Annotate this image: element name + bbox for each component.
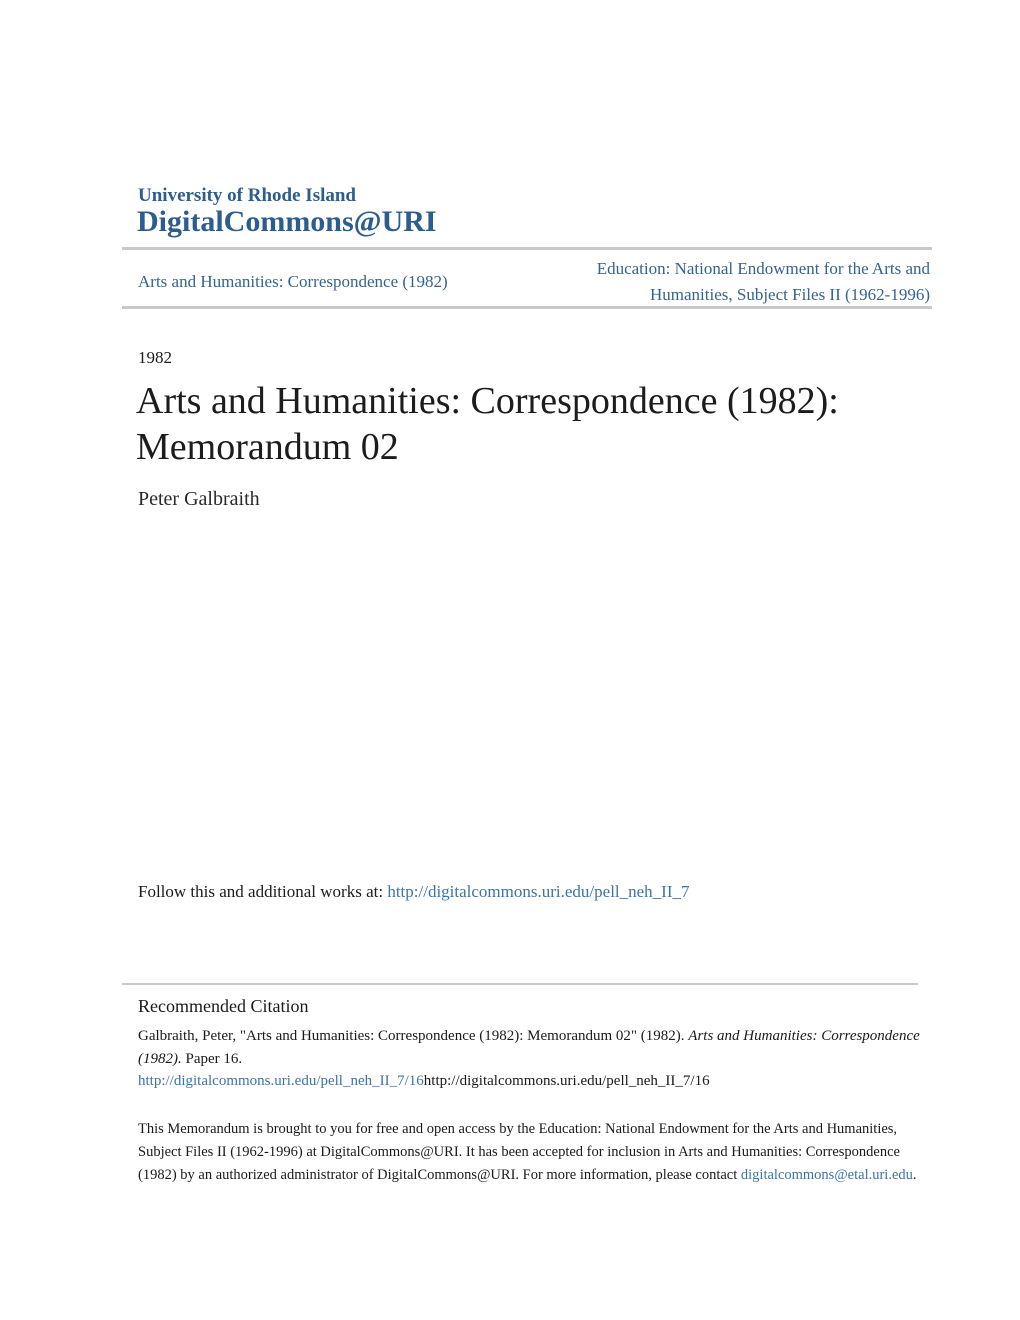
citation-text [138, 1025, 930, 1093]
divider-under-breadcrumb [122, 306, 932, 309]
breadcrumb [138, 256, 930, 309]
follow-works-link[interactable]: http://digitalcommons.uri.edu/pell_neh_II_7 [387, 882, 690, 901]
citation-text-paper: Paper 16. [181, 1050, 243, 1067]
repository-title[interactable]: DigitalCommons@URI [137, 205, 437, 238]
institution-name: University of Rhode Island [138, 185, 356, 206]
access-statement-text [138, 1118, 930, 1187]
divider-top [122, 247, 932, 250]
citation-text-normal: Galbraith, Peter, "Arts and Humanities: Correspondence (1982): Memorandum 02" (1982). [138, 1028, 689, 1044]
collection-link[interactable]: Education: National Endowment for the Arts and Humanities, Subject Files II (1962-1996) [596, 259, 930, 305]
access-statement-period: . [912, 1166, 917, 1183]
contact-email-link[interactable]: digitalcommons@etal.uri.edu [740, 1166, 913, 1183]
access-statement [138, 1118, 930, 1187]
recommended-citation-section [138, 996, 930, 1093]
citation-text-italic: Arts and Humanities: Correspondence (1982). [138, 1028, 920, 1067]
author-name: Peter Galbraith [138, 488, 260, 510]
follow-works-label: Follow this and additional works at: [138, 882, 388, 901]
citation-link[interactable]: http://digitalcommons.uri.edu/pell_neh_II_7/16 [138, 1073, 424, 1089]
series-link[interactable]: Arts and Humanities: Correspondence (1982) [138, 272, 448, 292]
recommended-citation-heading: Recommended Citation [138, 996, 309, 1016]
citation-link-plain: http://digitalcommons.uri.edu/pell_neh_II_7/16 [423, 1073, 710, 1089]
follow-works-line [138, 882, 930, 902]
divider-above-citation [122, 983, 918, 985]
publication-year: 1982 [138, 348, 172, 367]
access-statement-body: This Memorandum is brought to you for free and open access by the Education: National Endowment for the Arts and Humanities, Subject Files II (1962-1996) at DigitalCommons@URI. It has been accepted for inclusion in Arts and Humanities: Correspondence (1982) by an authorized administrator of DigitalCommons@URI. For more information, please contact [138, 1121, 900, 1183]
document-title: Arts and Humanities: Correspondence (1982): Memorandum 02 [136, 380, 839, 469]
